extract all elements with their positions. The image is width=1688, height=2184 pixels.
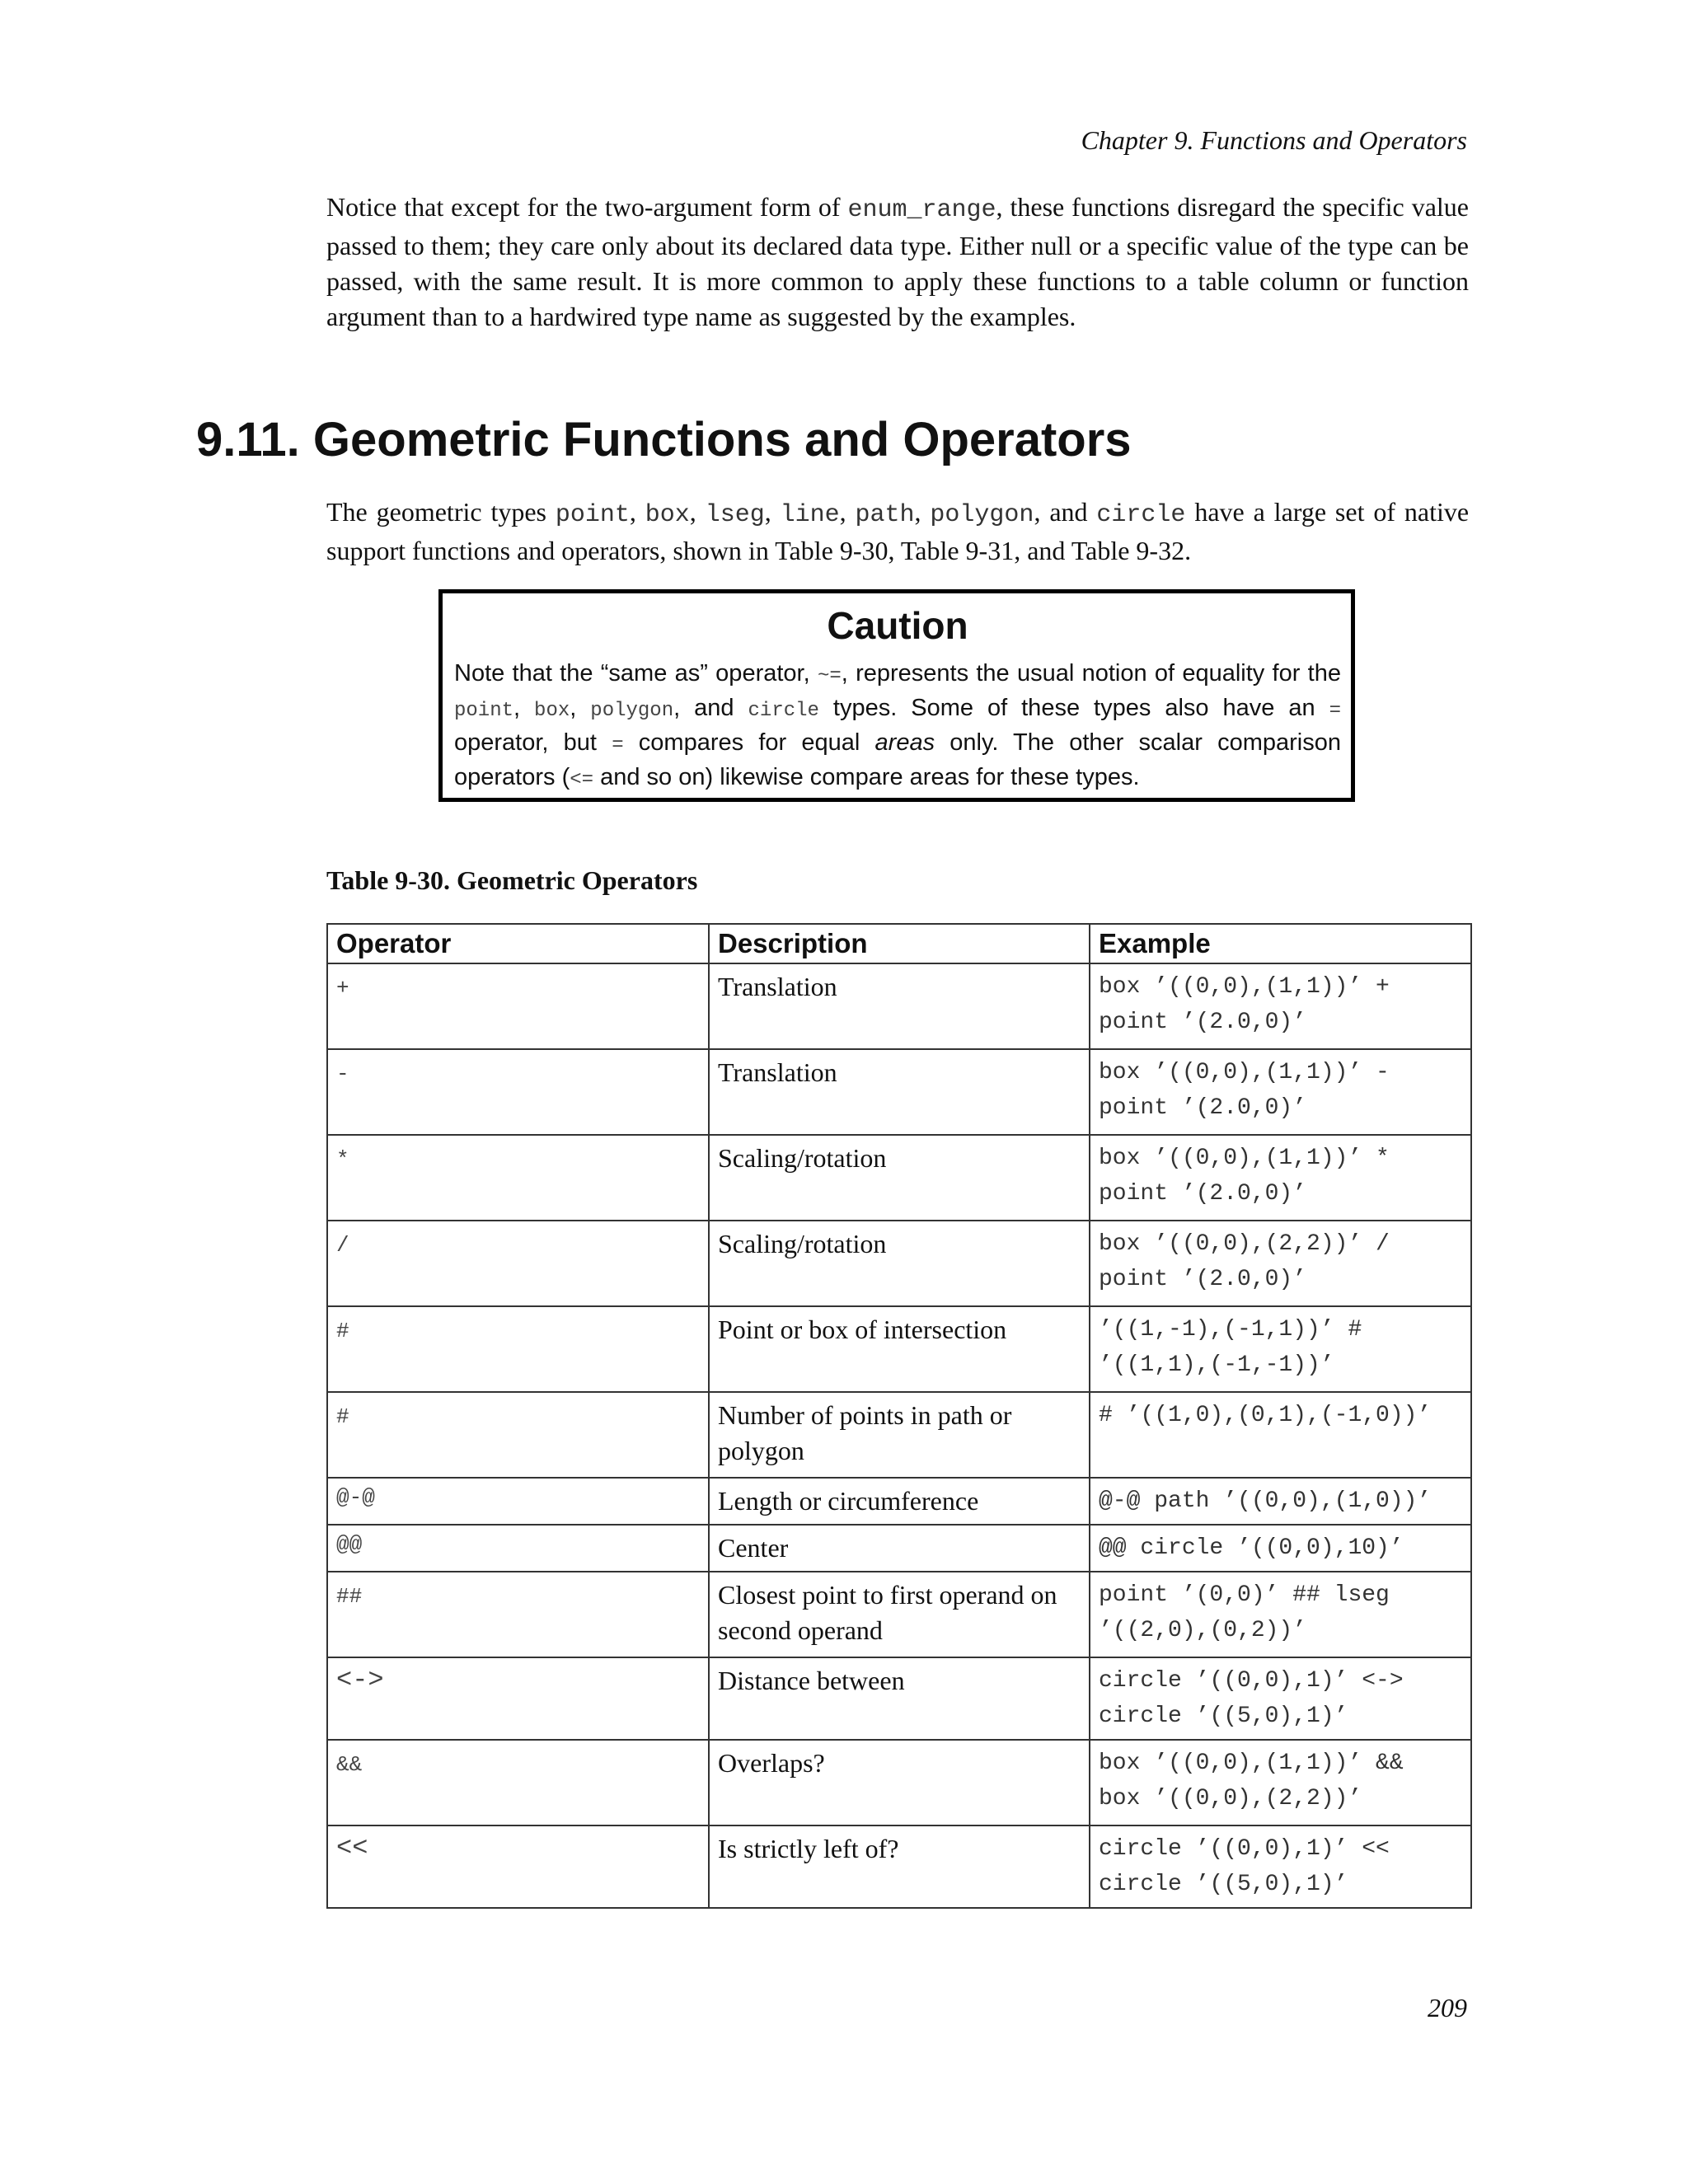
code-box: box: [534, 700, 570, 722]
description-cell: Overlaps?: [709, 1740, 1090, 1825]
description-cell: Translation: [709, 963, 1090, 1049]
code-polygon: polygon: [930, 501, 1034, 529]
sep: ,: [689, 497, 706, 527]
description-cell: Scaling/rotation: [709, 1135, 1090, 1221]
example-cell: circle ’((0,0),1)’ <-> circle ’((5,0),1)’: [1090, 1657, 1471, 1740]
description-cell: Length or circumference: [709, 1478, 1090, 1525]
code-le-op: <=: [570, 769, 594, 791]
table-row: [327, 963, 1471, 1049]
sep-and: , and: [673, 695, 748, 721]
example-cell: # ’((1,0),(0,1),(-1,0))’: [1090, 1392, 1471, 1478]
table-row: [327, 1657, 1471, 1740]
description-cell: Point or box of intersection: [709, 1306, 1090, 1392]
code-enum-range: enum_range: [847, 196, 996, 224]
caution-s3: types. Some of these types also have an: [818, 695, 1329, 721]
header-description: Description: [709, 924, 1090, 963]
description-cell: Is strictly left of?: [709, 1825, 1090, 1908]
description-cell: Scaling/rotation: [709, 1221, 1090, 1306]
example-cell: box ’((0,0),(1,1))’ * point ’(2.0,0)’: [1090, 1135, 1471, 1221]
table-row: [327, 1306, 1471, 1392]
table-row: [327, 1221, 1471, 1306]
intro-text-2: , these functions disregard the specific value passed to them; they care only about its declared data type. Either null or a specific value of the type can be passed, with the same result. It is more common to apply these functions to a table column or function argument than to a hardwired type name as suggested by the examples.: [326, 192, 1470, 331]
example-cell: @-@ path ’((0,0),(1,0))’: [1090, 1478, 1471, 1525]
sep: ,: [914, 497, 931, 527]
intro-text-1: Notice that except for the two-argument form of: [326, 192, 848, 222]
code-path: path: [855, 501, 915, 529]
code-box: box: [645, 501, 690, 529]
sep-and: , and: [1034, 497, 1097, 527]
description-cell: Distance between: [709, 1657, 1090, 1740]
sep: ,: [570, 695, 591, 721]
operator-cell: &&: [327, 1740, 709, 1825]
code-circle: circle: [748, 700, 819, 722]
table-row: [327, 1135, 1471, 1221]
table-row: [327, 1740, 1471, 1825]
code-lseg: lseg: [705, 501, 765, 529]
section-text-start: The geometric types: [326, 497, 556, 527]
code-point: point: [555, 501, 630, 529]
caution-s4: operator, but: [454, 729, 612, 756]
section-paragraph: [326, 494, 1469, 569]
sep: ,: [839, 497, 856, 527]
running-head: Chapter 9. Functions and Operators: [1081, 125, 1467, 155]
code-same-as-op: ~=: [817, 665, 842, 687]
code-circle: circle: [1096, 501, 1186, 529]
operator-cell: <<: [327, 1825, 709, 1908]
caution-s2: , represents the usual notion of equality for the: [841, 660, 1341, 687]
description-cell: Translation: [709, 1049, 1090, 1135]
operator-cell: #: [327, 1392, 709, 1478]
operator-cell: *: [327, 1135, 709, 1221]
example-cell: point ’(0,0)’ ## lseg ’((2,0),(0,2))’: [1090, 1572, 1471, 1657]
example-cell: @@ circle ’((0,0),10)’: [1090, 1525, 1471, 1572]
section-title: 9.11. Geometric Functions and Operators: [196, 413, 1132, 466]
table-header-row: [327, 924, 1471, 963]
caution-areas: areas: [874, 729, 935, 756]
code-eq-op: =: [1329, 700, 1341, 722]
table-row: [327, 1478, 1471, 1525]
code-polygon: polygon: [590, 700, 674, 722]
description-cell: Center: [709, 1525, 1090, 1572]
example-cell: box ’((0,0),(1,1))’ && box ’((0,0),(2,2))’: [1090, 1740, 1471, 1825]
example-cell: box ’((0,0),(2,2))’ / point ’(2.0,0)’: [1090, 1221, 1471, 1306]
example-cell: box ’((0,0),(1,1))’ - point ’(2.0,0)’: [1090, 1049, 1471, 1135]
sep: ,: [513, 695, 535, 721]
operator-cell: ##: [327, 1572, 709, 1657]
example-cell: circle ’((0,0),1)’ << circle ’((5,0),1)’: [1090, 1825, 1471, 1908]
table-row: [327, 1049, 1471, 1135]
description-cell: Closest point to first operand on second operand: [709, 1572, 1090, 1657]
page-number: 209: [1428, 1993, 1467, 2022]
caution-s6: only. The other scalar comparison operators (: [454, 729, 1341, 790]
operator-cell: -: [327, 1049, 709, 1135]
operator-cell: <->: [327, 1657, 709, 1740]
geometric-operators-table: [326, 923, 1472, 1909]
header-example: Example: [1090, 924, 1471, 963]
caution-s7: and so on) likewise compare areas for these types.: [593, 764, 1140, 790]
code-eq-op: =: [612, 734, 624, 757]
sep: ,: [629, 497, 645, 527]
caution-s5: compares for equal: [623, 729, 875, 756]
caution-box: [438, 589, 1355, 802]
table-row: [327, 1392, 1471, 1478]
table-caption: Table 9-30. Geometric Operators: [326, 865, 698, 895]
description-cell: Number of points in path or polygon: [709, 1392, 1090, 1478]
table-row: [327, 1825, 1471, 1908]
code-point: point: [454, 700, 514, 722]
operator-cell: @-@: [327, 1478, 709, 1525]
example-cell: box ’((0,0),(1,1))’ + point ’(2.0,0)’: [1090, 963, 1471, 1049]
operator-cell: @@: [327, 1525, 709, 1572]
example-cell: ’((1,-1),(-1,1))’ # ’((1,1),(-1,-1))’: [1090, 1306, 1471, 1392]
operator-cell: /: [327, 1221, 709, 1306]
intro-paragraph: [326, 190, 1469, 335]
header-operator: Operator: [327, 924, 709, 963]
table-row: [327, 1525, 1471, 1572]
caution-title: Caution: [827, 604, 968, 647]
caution-s1: Note that the “same as” operator,: [454, 660, 818, 687]
operator-cell: +: [327, 963, 709, 1049]
caution-text: [454, 658, 1341, 796]
table-row: [327, 1572, 1471, 1657]
sep: ,: [764, 497, 781, 527]
operator-cell: #: [327, 1306, 709, 1392]
section-text-end: have a large set of native support functions and operators, shown in Table 9-30, Table 9-31, and Table 9-32.: [326, 497, 1470, 565]
code-line: line: [780, 501, 840, 529]
